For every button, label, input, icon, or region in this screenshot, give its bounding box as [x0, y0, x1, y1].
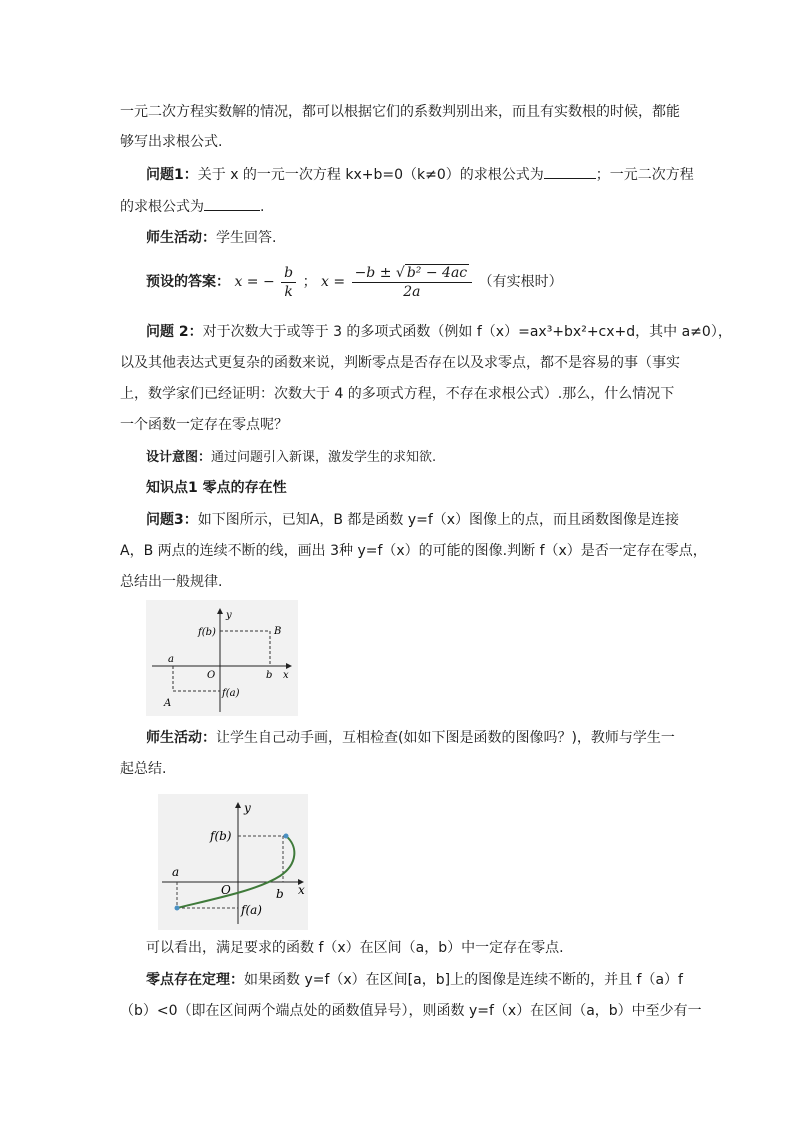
- question-2-text-1: 对于次数大于或等于 3 的多项式函数（例如 f（x）=ax³+bx²+cx+d，其中 a≠0），: [202, 324, 732, 340]
- question-1-text-a: 关于 x 的一元一次方程 kx+b=0（k≠0）的求根公式为: [197, 167, 544, 183]
- figure-2-background: [158, 794, 308, 930]
- conclusion-line: 可以看出，满足要求的函数 f（x）在区间（a，b）中一定存在零点.: [146, 940, 564, 956]
- figure-1-x-label: x: [283, 670, 289, 681]
- figure-1-point-b: B: [274, 626, 282, 637]
- question-3-label: 问题3：: [146, 512, 198, 528]
- activity-2-text-1: 让学生自己动手画，互相检查(如如下图是函数的图像吗？)，教师与学生一: [216, 730, 675, 746]
- formula-sqrt: b² − 4ac: [406, 264, 468, 281]
- figure-2-y-label: y: [244, 801, 251, 815]
- answer-blank-1[interactable]: [544, 164, 596, 179]
- formula-linear-numerator: b: [281, 264, 296, 283]
- preset-answer-label: 预设的答案：: [146, 274, 230, 290]
- figure-2-graph: [158, 794, 308, 930]
- figure-1-fa-label: f(a): [222, 688, 240, 699]
- figure-1-origin: O: [207, 670, 216, 681]
- knowledge-point-1-title: 知识点1 零点的存在性: [146, 480, 287, 496]
- figure-2-tick-a: a: [172, 865, 180, 879]
- question-3-line-2: A，B 两点的连续不断的线，画出 3种 y=f（x）的可能的图像.判断 f（x）是否一定存在零点，: [120, 543, 707, 559]
- formula-note: （有实根时）: [478, 274, 563, 290]
- figure-2-fb-label: f(b): [210, 829, 232, 843]
- figure-2-tick-b: b: [276, 887, 284, 901]
- figure-1-tick-a: a: [168, 654, 174, 665]
- formula-quadratic-fraction: [352, 264, 473, 301]
- figure-1-fb-label: f(b): [198, 627, 216, 638]
- theorem-line-2: （b）<0（即在区间两个端点处的函数值异号），则函数 y=f（x）在区间（a，b）中至少有一: [120, 1003, 702, 1019]
- figure-2-point-b: [284, 834, 289, 839]
- figure-1-y-label: y: [226, 610, 232, 621]
- answer-blank-2[interactable]: [204, 196, 260, 211]
- design-intent: [146, 448, 436, 468]
- activity-1-label: 师生活动：: [146, 230, 216, 246]
- formula-quadratic-numerator: −b ± √ b² − 4ac: [352, 264, 473, 283]
- theorem-label: 零点存在定理：: [146, 972, 244, 988]
- figure-1-graph: [146, 600, 298, 716]
- question-2-line-1: [146, 322, 732, 342]
- figure-2-fa-label: f(a): [241, 903, 262, 917]
- formula-linear-denominator: k: [284, 283, 293, 300]
- formula-linear-fraction: [281, 264, 296, 301]
- activity-2-label: 师生活动：: [146, 730, 216, 746]
- question-1-line-2-text: 的求根公式为: [120, 199, 204, 215]
- question-1-line-2: 的求根公式为 .: [120, 196, 264, 217]
- formula-quadratic-prefix: x =: [321, 274, 346, 290]
- theorem-text-1: 如果函数 y=f（x）在区间[a，b]上的图像是连续不断的，并且 f（a）f: [244, 972, 683, 988]
- intro-line-2: 够写出求根公式.: [120, 134, 223, 150]
- figure-2-origin: O: [221, 883, 231, 897]
- figure-2-point-a: [175, 906, 180, 911]
- formula-separator: ；: [302, 274, 317, 290]
- question-3-text-1: 如下图所示，已知A，B 都是函数 y=f（x）图像上的点，而且函数图像是连接: [197, 512, 680, 528]
- question-2-label: 问题 2：: [146, 324, 203, 340]
- question-1-line-1: [146, 164, 694, 185]
- design-intent-text: 通过问题引入新课，激发学生的求知欲.: [211, 450, 437, 465]
- formula-quadratic-denominator: 2a: [403, 283, 421, 300]
- intro-line-1: 一元二次方程实数解的情况，都可以根据它们的系数判别出来，而且有实数根的时候，都能: [120, 104, 680, 120]
- question-1-text-b: ；一元二次方程: [595, 167, 694, 183]
- question-2-line-2: 以及其他表达式更复杂的函数来说，判断零点是否存在以及求零点，都不是容易的事（事实: [120, 355, 680, 371]
- design-intent-label: 设计意图：: [146, 450, 212, 465]
- formula-linear-prefix: x = −: [234, 274, 275, 290]
- activity-2-line-1: [146, 728, 675, 748]
- preset-answer: [146, 262, 563, 302]
- theorem-line-1: [146, 970, 683, 990]
- activity-2-line-2: 起总结.: [120, 761, 167, 777]
- figure-1-tick-b: b: [266, 670, 273, 681]
- question-2-line-3: 上，数学家们已经证明：次数大于 4 的多项式方程，不存在求根公式）.那么，什么情况下: [120, 386, 675, 402]
- question-3-line-1: [146, 510, 679, 530]
- figure-2-x-label: x: [298, 883, 305, 897]
- question-3-line-3: 总结出一般规律.: [120, 574, 223, 590]
- question-1-label: 问题1：: [146, 167, 198, 183]
- figure-1-point-a: A: [164, 698, 172, 709]
- activity-1: [146, 228, 276, 248]
- question-2-line-4: 一个函数一定存在零点呢？: [120, 417, 288, 433]
- activity-1-text: 学生回答.: [216, 230, 277, 246]
- formula-quadratic-numerator-a: −b ±: [354, 264, 396, 281]
